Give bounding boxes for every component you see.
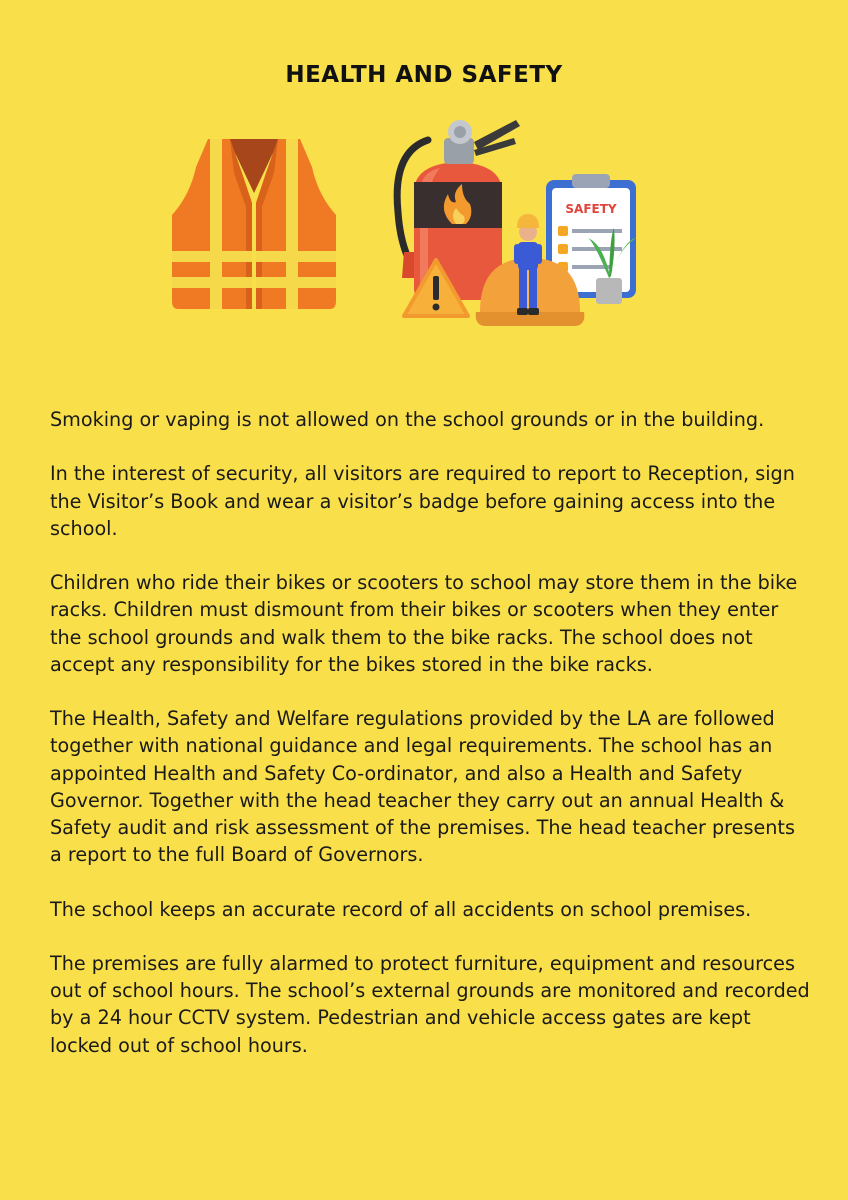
safety-vest-icon — [168, 133, 340, 313]
safety-equipment-illustration — [380, 112, 652, 334]
paragraph-smoking: Smoking or vaping is not allowed on the school grounds or in the building. — [50, 408, 765, 431]
paragraph-accidents: The school keeps an accurate record of all accidents on school premises. — [50, 897, 752, 921]
page-title: HEALTH AND SAFETY — [285, 62, 563, 88]
clipboard-label: SAFETY — [565, 202, 617, 216]
paragraph-bikes: Children who ride their bikes or scooters to school may store them in the bike racks. Children must dismount from their bikes or scooters when they enter the school grounds and walk them to the bike racks. The school does not accept any responsibility for the bikes stored in the bike racks. — [50, 571, 798, 676]
paragraph-security: The premises are fully alarmed to protect furniture, equipment and resources out of school hours. The school’s external grounds are monitored and recorded by a 24 hour CCTV system. Pedestrian and vehicle access gates are kept locked out of school hours. — [50, 951, 810, 1057]
body-text — [50, 406, 810, 1086]
paragraph-visitors: In the interest of security, all visitors are required to report to Reception, sign the Visitor’s Book and wear a visitor’s badge before gaining access into the school. — [50, 462, 795, 540]
paragraph-regulations: The Health, Safety and Welfare regulations provided by the LA are followed together with national guidance and legal requirements. The school has an appointed Health and Safety Co-ordinator, and also a Health and Safety Governor. Together with the head teacher they carry out an annual Health & Safety audit and risk assessment of the premises. The head teacher presents a report to the full Board of Governors. — [50, 707, 795, 867]
